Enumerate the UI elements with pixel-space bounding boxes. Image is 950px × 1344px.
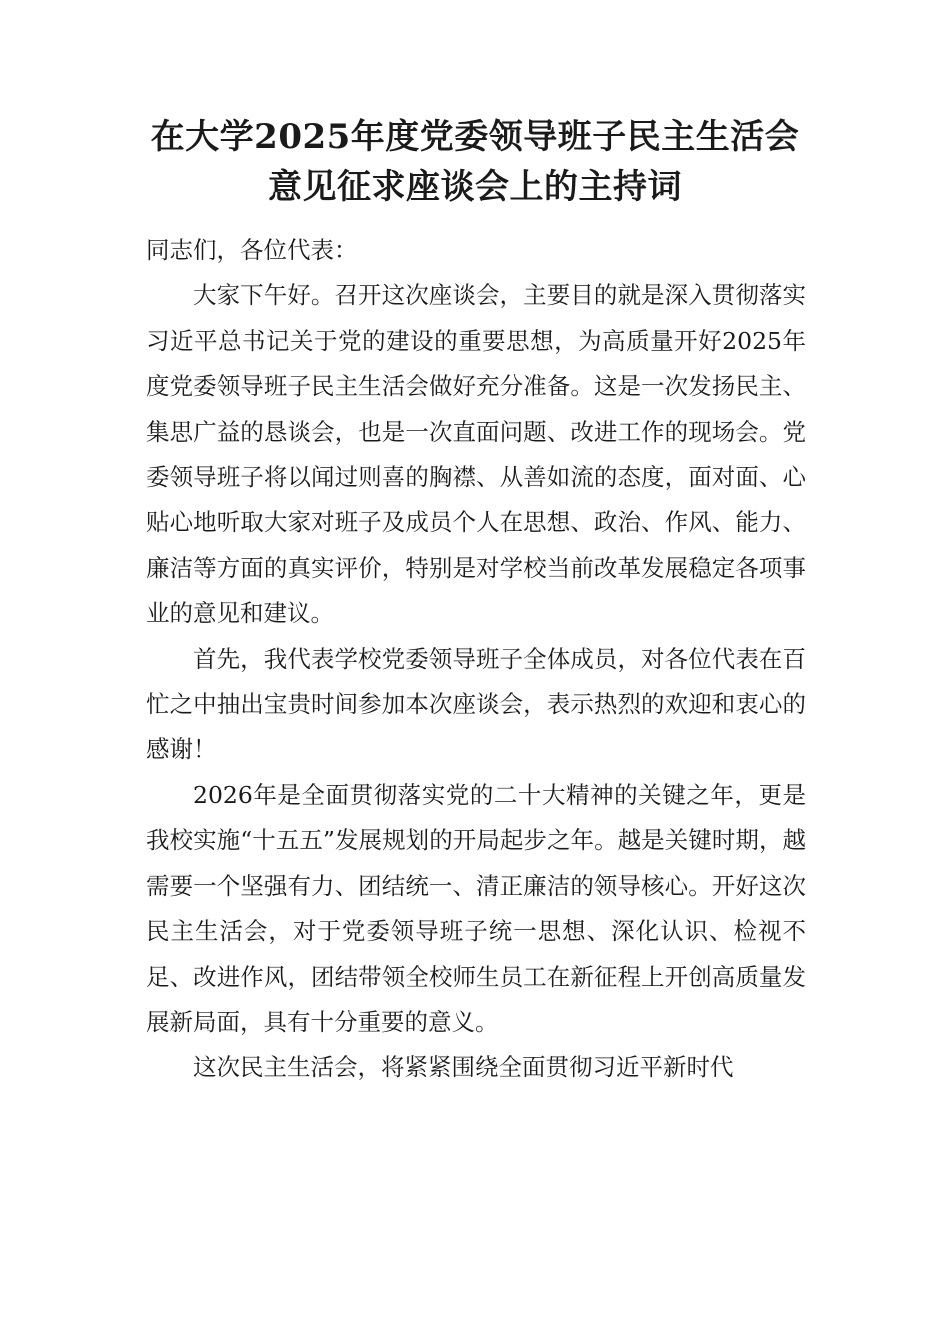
- title-line-1: 在大学2025年度党委领导班子民主生活会: [150, 117, 800, 157]
- paragraph-significance: 2026年是全面贯彻落实党的二十大精神的关键之年，更是我校实施“十五五”发展规划的开局起步之年。越是关键时期，越需要一个坚强有力、团结统一、清正廉洁的领导核心。开好这次民主生活会，对于党委领导班子统一思想、深化认识、检视不足、改进作风，团结带领全校师生员工在新征程上开创高质量发展新局面，具有十分重要的意义。: [146, 780, 806, 1036]
- title-line-2: 意见征求座谈会上的主持词: [268, 167, 682, 207]
- paragraph-continuation: 这次民主生活会，将紧紧围绕全面贯彻习近平新时代: [193, 1053, 734, 1082]
- paragraph-welcome: 首先，我代表学校党委领导班子全体成员，对各位代表在百忙之中抽出宝贵时间参加本次座谈会，表示热烈的欢迎和衷心的感谢！: [146, 644, 806, 764]
- document-body: [146, 228, 806, 1091]
- document-title: [120, 112, 830, 212]
- paragraph-opening: 大家下午好。召开这次座谈会，主要目的就是深入贯彻落实习近平总书记关于党的建设的重要思想，为高质量开好2025年度党委领导班子民主生活会做好充分准备。这是一次发扬民主、集思广益的恳谈会，也是一次直面问题、改进工作的现场会。党委领导班子将以闻过则喜的胸襟、从善如流的态度，面对面、心贴心地听取大家对班子及成员个人在思想、政治、作风、能力、廉洁等方面的真实评价，特别是对学校当前改革发展稳定各项事业的意见和建议。: [146, 281, 806, 628]
- salutation: 同志们，各位代表：: [146, 236, 358, 264]
